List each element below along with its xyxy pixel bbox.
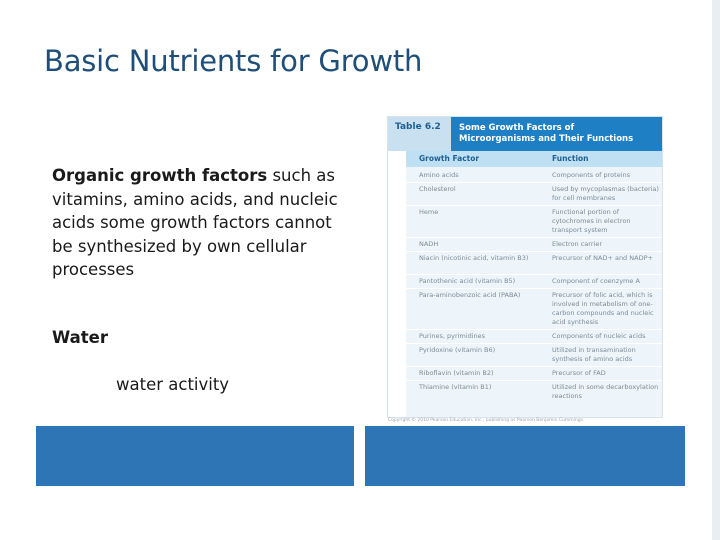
table-title	[459, 123, 659, 145]
cell-factor: Pantothenic acid (vitamin B5)	[419, 277, 516, 285]
organic-text: such as vitamins, amino acids, and nucleic acids some growth factors cannot be synthesized by own cellular processes	[52, 166, 338, 279]
column-header-factor: Growth Factor	[419, 154, 480, 163]
slide-title: Basic Nutrients for Growth	[44, 44, 423, 78]
table-row	[406, 330, 662, 344]
table-row	[406, 183, 662, 206]
table-copyright: Copyright © 2010 Pearson Education, Inc., publishing as Pearson Benjamin Cummings.	[388, 418, 585, 423]
cell-factor: Thiamine (vitamin B1)	[419, 383, 492, 391]
water-activity-text: water activity	[116, 375, 230, 394]
cell-factor: Niacin (nicotinic acid, vitamin B3)	[419, 254, 529, 262]
table-number: Table 6.2	[388, 117, 451, 151]
table-row	[406, 275, 662, 289]
table-header	[388, 117, 662, 151]
table-title-line2: Microorganisms and Their Functions	[459, 134, 634, 144]
table-left-margin	[388, 151, 406, 417]
table-row	[406, 381, 662, 403]
cell-function: Precursor of FAD	[552, 369, 606, 377]
column-header-function: Function	[552, 154, 589, 163]
slide-right-border	[712, 0, 720, 540]
blue-box-left	[36, 426, 354, 486]
organic-paragraph	[52, 164, 342, 282]
blue-box-right	[365, 426, 685, 486]
cell-function: Functional portion of cytochromes in electron transport system	[552, 208, 631, 234]
cell-factor: NADH	[419, 240, 439, 248]
table-column-headers	[406, 151, 662, 167]
cell-function: Component of coenzyme A	[552, 277, 640, 285]
table-row	[406, 367, 662, 381]
cell-factor: Amino acids	[419, 171, 459, 179]
table-row	[406, 289, 662, 330]
cell-function: Used by mycoplasmas (bacteria) for cell membranes	[552, 185, 659, 202]
cell-factor: Riboflavin (vitamin B2)	[419, 369, 494, 377]
cell-function: Precursor of NAD+ and NADP+	[552, 254, 653, 262]
table-row	[406, 344, 662, 367]
table-row	[406, 238, 662, 252]
cell-function: Electron carrier	[552, 240, 602, 248]
table-row	[406, 169, 662, 183]
organic-heading: Organic growth factors	[52, 166, 268, 185]
table-row	[406, 206, 662, 238]
table-title-line1: Some Growth Factors of	[459, 123, 575, 133]
cell-factor: Purines, pyrimidines	[419, 332, 486, 340]
cell-function: Utilized in some decarboxylation reactions	[552, 383, 659, 400]
cell-factor: Pyridoxine (vitamin B6)	[419, 346, 496, 354]
cell-function: Precursor of folic acid, which is involved in metabolism of one-carbon compounds and nucleic acid synthesis	[552, 291, 654, 326]
cell-factor: Para-aminobenzoic acid (PABA)	[419, 291, 521, 299]
cell-function: Components of proteins	[552, 171, 631, 179]
table-row	[406, 252, 662, 275]
cell-function: Utilized in transamination synthesis of amino acids	[552, 346, 636, 363]
cell-factor: Heme	[419, 208, 439, 216]
cell-factor: Cholesterol	[419, 185, 456, 193]
growth-factors-table	[387, 116, 663, 418]
water-heading: Water	[52, 328, 108, 347]
cell-function: Components of nucleic acids	[552, 332, 646, 340]
